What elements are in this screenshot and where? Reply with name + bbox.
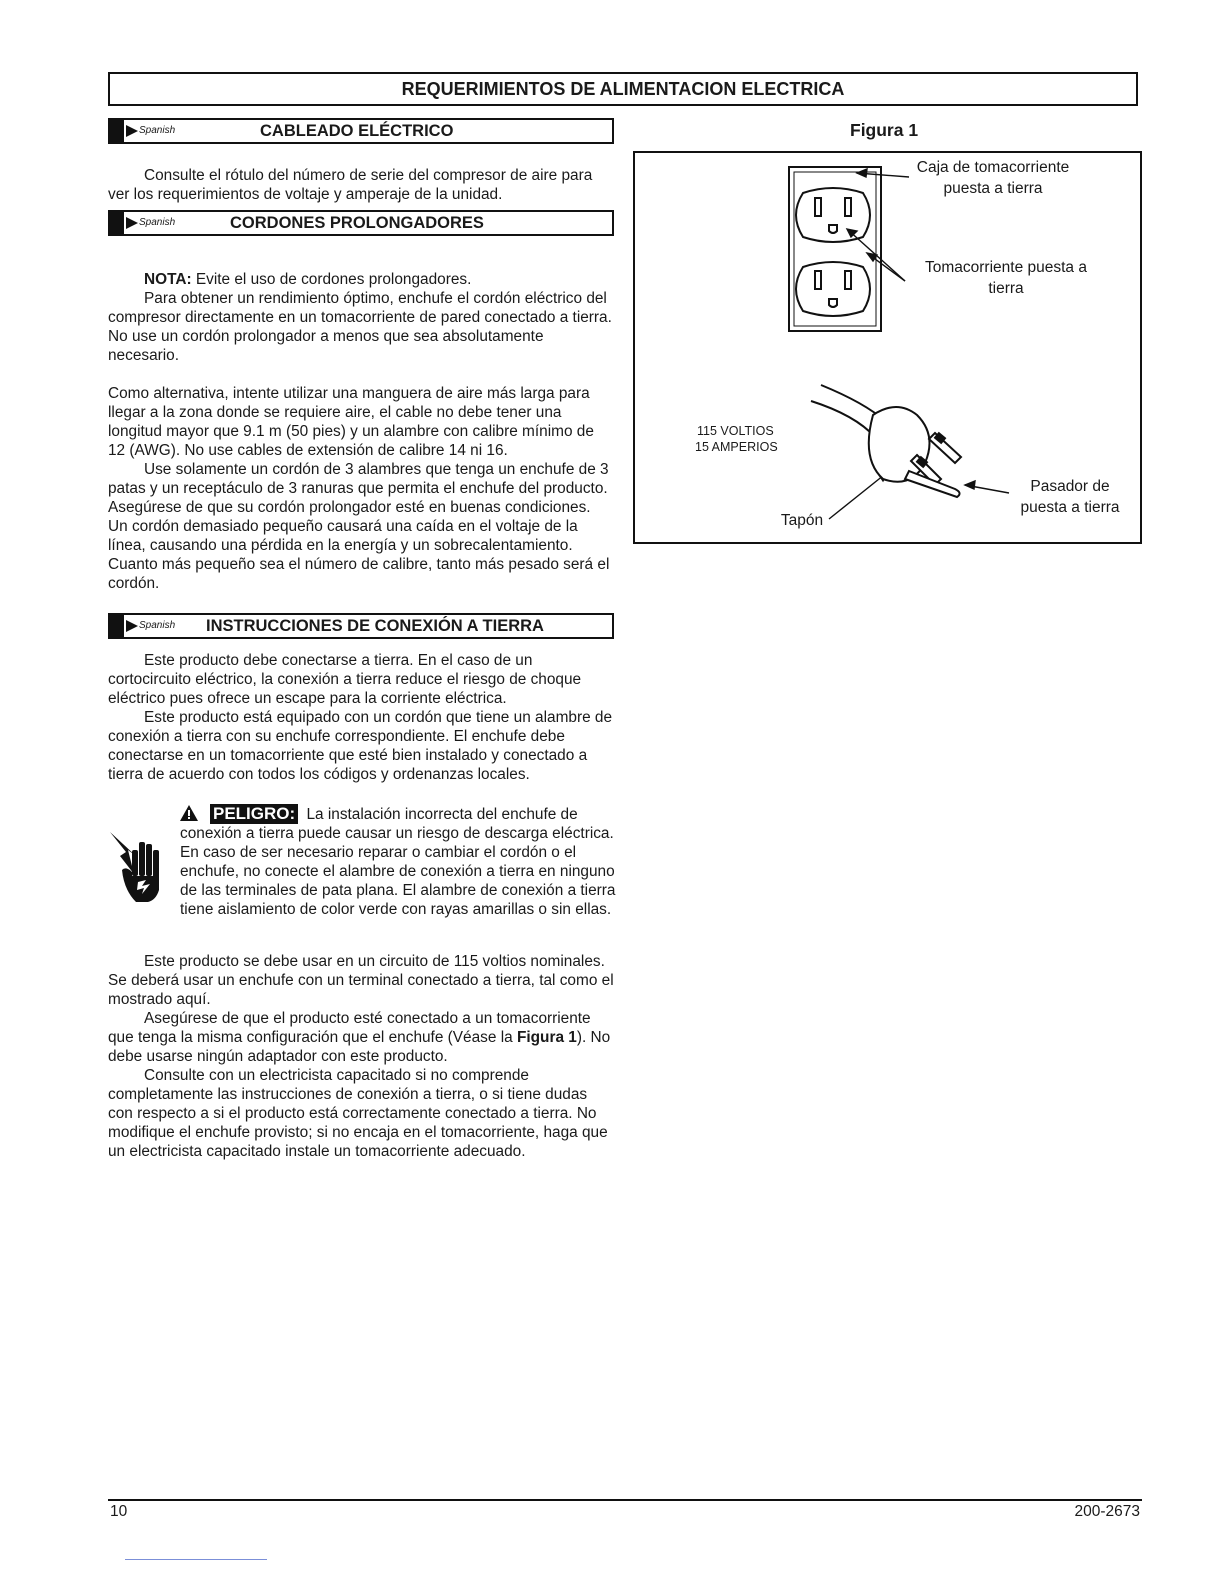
tag-block-icon [110,212,124,234]
section-header-tierra [108,613,614,639]
link-underline [125,1559,267,1560]
figure-title: Figura 1 [850,120,919,140]
paragraph: Este producto se debe usar en un circuito de 115 voltios nominales. Se deberá usar un enchufe con un terminal conectado a tierra, tal como el mostrado aquí. [108,953,614,1008]
figure-1 [633,151,1142,544]
paragraph: Como alternativa, intente utilizar una manguera de aire más larga para llegar a la zona donde se requiere aire, el cable no debe tener una longitud mayor que 9.1 m (50 pies) y un alambre con calibre mínimo de 12 (AWG). No use cables de extensión de calibre 14 ni 16. [108,385,594,459]
tag-arrow-icon [126,620,138,632]
tag-arrow-icon [126,125,138,137]
section-title: CABLEADO ELÉCTRICO [260,122,454,140]
label-plug: Tapón [780,512,824,529]
label-volts: 115 VOLTIOS [697,424,774,438]
paragraph: Consulte con un electricista capacitado si no comprende completamente las instrucciones de conexión a tierra, o si tiene dudas con respecto a si el producto está correctamente conectado a tierra. No modifique el enchufe provisto; si no encaja en el tomacorriente, haga que un electricista capacitado instale un tomacorriente adecuado. [108,1067,608,1160]
label-amps: 15 AMPERIOS [695,440,778,454]
three-prong-plug-icon [811,385,961,497]
tag-block-icon [110,120,124,142]
note-paragraph: NOTA: Evite el uso de cordones prolongadores. [144,271,472,288]
footer-rule [108,1499,1142,1501]
language-tag: Spanish [110,615,175,637]
tag-block-icon [110,615,124,637]
paragraph: Este producto está equipado con un cordón que tiene un alambre de conexión a tierra con su enchufe correspondiente. El enchufe debe conectarse en un tomacorriente que esté bien instalado y conectado a tierra de acuerdo con todos los códigos y ordenanzas locales. [108,709,613,783]
page-number: 10 [110,1503,128,1520]
left-column [108,118,614,1161]
paragraph: Use solamente un cordón de 3 alambres que tenga un enchufe de 3 patas y un receptáculo de 3 ranuras que permita el enchufe del producto. Asegúrese de que su cordón prolongador esté en buenas condiciones. Un cordón demasiado pequeño causará una caída en el voltaje de la línea, causando una pérdida en la energía y un sobrecalentamiento. Cuanto más pequeño sea el número de calibre, tanto más pesado será el cordón. [108,461,610,592]
paragraph: Para obtener un rendimiento óptimo, enchufe el cordón eléctrico del compresor directamente en un tomacorriente de pared conectado a tierra. No use un cordón prolongador a menos que sea absolutamente necesario. [108,290,612,364]
language-tag: Spanish [110,120,175,142]
document-number: 200-2673 [1074,1503,1140,1520]
paragraph: Consulte el rótulo del número de serie del compresor de aire para ver los requerimientos de voltaje y amperaje de la unidad. [108,167,593,203]
section-header-cableado [108,118,614,144]
warning-triangle-icon [180,805,198,821]
danger-warning [108,804,614,944]
tag-arrow-icon [126,217,138,229]
label-outlet-box: Caja de tomacorriente puesta a tierra [916,159,1070,197]
language-tag: Spanish [110,212,175,234]
danger-badge: PELIGRO: [210,804,298,824]
page-title: REQUERIMIENTOS DE ALIMENTACION ELECTRICA [108,72,1138,106]
label-grounded-outlet: Tomacorriente puesta a tierra [925,259,1087,297]
section-header-cordones [108,210,614,236]
figure-reference-paragraph: Asegúrese de que el producto esté conectado a un tomacorriente que tenga la misma configuración que el enchufe (Véase la Figura 1). No debe usarse ningún adaptador con este producto. [108,1010,611,1065]
grounded-outlet-icon [796,188,870,316]
section-title: INSTRUCCIONES DE CONEXIÓN A TIERRA [206,617,544,635]
section-title: CORDONES PROLONGADORES [230,214,484,232]
paragraph: Este producto debe conectarse a tierra. En el caso de un cortocircuito eléctrico, la conexión a tierra reduce el riesgo de choque eléctrico pues ofrece un escape para la corriente eléctrica. [108,652,582,707]
label-grounding-pin: Pasador de puesta a tierra [1020,478,1120,516]
warning-text: PELIGRO: La instalación incorrecta del enchufe de conexión a tierra puede causar un riesgo de descarga eléctrica. En caso de ser necesario reparar o cambiar el cordón o el enchufe, no conecte el alambre de conexión a tierra en ninguno de las terminales de pata plana. El alambre de conexión a tierra tiene aislamiento de color verde con rayas amarillas o sin ellas. [180,804,616,918]
electric-shock-hand-icon [108,830,164,906]
